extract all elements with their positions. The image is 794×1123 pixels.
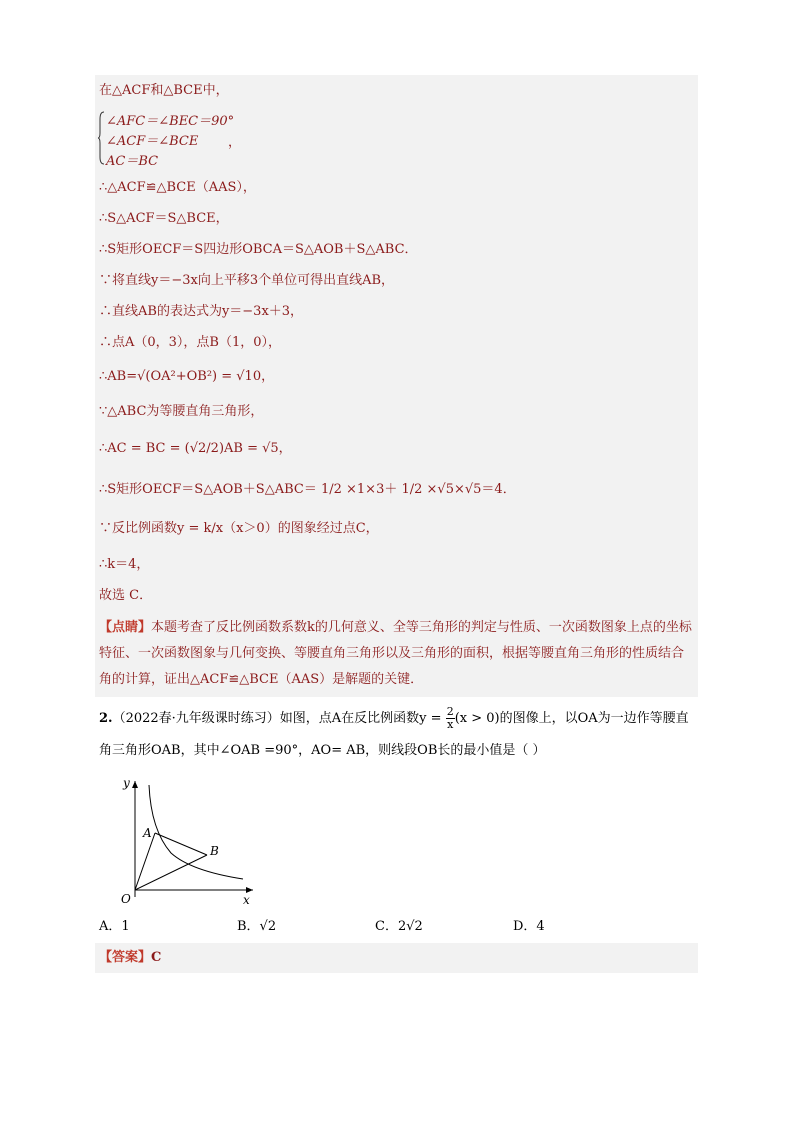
choice-a: A．1 (99, 919, 130, 934)
axis-label-y: y (123, 776, 130, 790)
solution-line: ∵△ABC为等腰直角三角形， (99, 404, 264, 419)
figure (95, 767, 698, 907)
question-source: （2022春·九年级课时练习） (112, 711, 280, 726)
system-row: AC＝BC (106, 154, 159, 169)
point-label-a: A (143, 826, 152, 840)
point-label-o: O (121, 892, 131, 905)
solution-line: 故选 C． (99, 588, 153, 603)
answer-block (95, 943, 698, 973)
question-text-a: 如图，点A在反比例函数y = (279, 711, 446, 726)
solution-line: ∴△ACF≌△BCE（AAS）， (99, 180, 256, 195)
choice-d: D．4 (513, 919, 545, 934)
solution-line: ∴S△ACF＝S△BCE， (99, 211, 229, 226)
fraction (446, 706, 455, 731)
question-text (95, 697, 698, 767)
equation-system (95, 106, 698, 172)
axis-label-x: x (243, 893, 250, 905)
solution-line: ∴点A（0，3），点B（1，0）， (99, 335, 282, 350)
solution-line: ∵反比例函数y = k/x（x＞0）的图象经过点C， (99, 521, 379, 536)
choice-c: C．2√2 (375, 919, 423, 934)
brace-icon (98, 111, 104, 165)
solution-line: ∴S矩形OECF＝S△AOB＋S△ABC＝ 1/2 ×1×3＋ 1/2 ×√5×√5＝4． (99, 482, 516, 497)
solution-line: ∴AC = BC = (√2/2)AB = √5， (99, 441, 292, 456)
solution-block (95, 75, 698, 697)
geometry-figure (103, 775, 263, 905)
system-comma: ， (228, 135, 242, 150)
solution-line: ∴S矩形OECF＝S四边形OBCA＝S△AOB＋S△ABC． (99, 242, 418, 257)
answer-value: C (151, 950, 162, 965)
point-label-b: B (210, 844, 219, 858)
solution-line: ∴AB=√(OA²+OB²) = √10， (99, 369, 275, 384)
frac-denominator: x (447, 718, 454, 731)
choice-b: B．√2 (237, 919, 277, 934)
solution-line: ∴k＝4， (99, 557, 150, 572)
frac-numerator: 2 (446, 705, 454, 718)
answer-choices (95, 907, 698, 943)
solution-line: ∴直线AB的表达式为y＝−3x＋3， (99, 304, 304, 319)
system-row: ∠ACF＝∠BCE (106, 134, 199, 149)
note-text: 本题考查了反比例函数系数k的几何意义、全等三角形的判定与性质、一次函数图象上点的坐标特征、一次函数图象与几何变换、等腰直角三角形以及三角形的面积，根据等腰直角三角形的性质结合角的计算，证出△ACF≌△BCE（AAS）是解题的关键． (99, 620, 692, 687)
note-tag: 【点睛】 (99, 620, 152, 635)
solution-line: ∵将直线y＝−3x向上平移3个单位可得出直线AB， (99, 273, 395, 288)
system-row: ∠AFC＝∠BEC＝90° (106, 114, 235, 129)
answer-tag: 【答案】 (99, 950, 152, 965)
question-text-b: (x > 0)的图像上，以OA为一边作等腰直角三角形OAB，其中∠OAB =90°，AO= AB，则线段OB长的最小值是（ ） (99, 711, 689, 758)
key-point-note (95, 611, 698, 697)
question-number: 2. (99, 711, 113, 726)
solution-line: 在△ACF和△BCE中， (99, 83, 229, 98)
document-page (95, 75, 698, 973)
